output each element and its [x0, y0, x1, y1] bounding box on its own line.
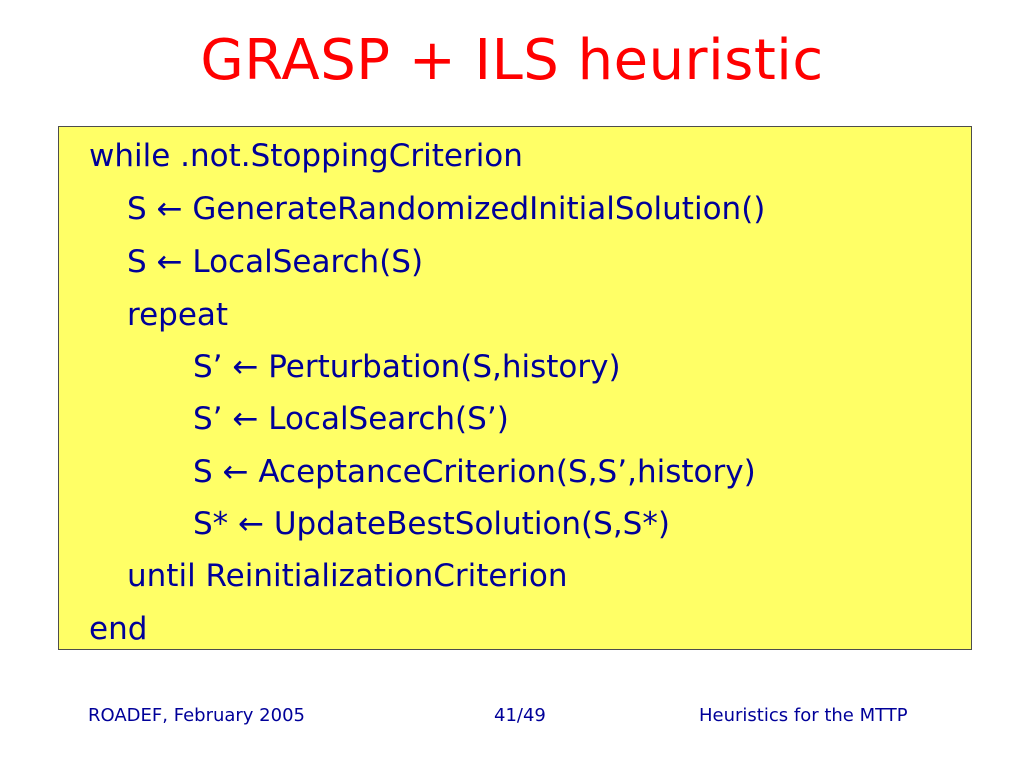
- footer-event-date: ROADEF, February 2005: [88, 705, 305, 726]
- pseudocode-line-while: while .not.StoppingCriterion: [89, 138, 523, 174]
- pseudocode-line-end: end: [89, 611, 148, 647]
- pseudocode-box: [58, 126, 972, 650]
- pseudocode-line-update-best: S* ← UpdateBestSolution(S,S*): [193, 506, 670, 542]
- pseudocode-line-generate: S ← GenerateRandomizedInitialSolution(): [127, 191, 766, 227]
- pseudocode-line-acceptance: S ← AceptanceCriterion(S,S’,history): [193, 454, 756, 490]
- slide-title: GRASP + ILS heuristic: [200, 28, 824, 93]
- pseudocode-line-perturbation: S’ ← Perturbation(S,history): [193, 349, 621, 385]
- pseudocode-line-repeat: repeat: [127, 297, 229, 333]
- pseudocode-line-localsearch: S ← LocalSearch(S): [127, 244, 424, 280]
- footer-presentation-title: Heuristics for the MTTP: [699, 705, 908, 726]
- pseudocode-line-until: until ReinitializationCriterion: [127, 558, 568, 594]
- footer-slide-number: 41/49: [494, 705, 546, 726]
- pseudocode-line-localsearch-prime: S’ ← LocalSearch(S’): [193, 401, 509, 437]
